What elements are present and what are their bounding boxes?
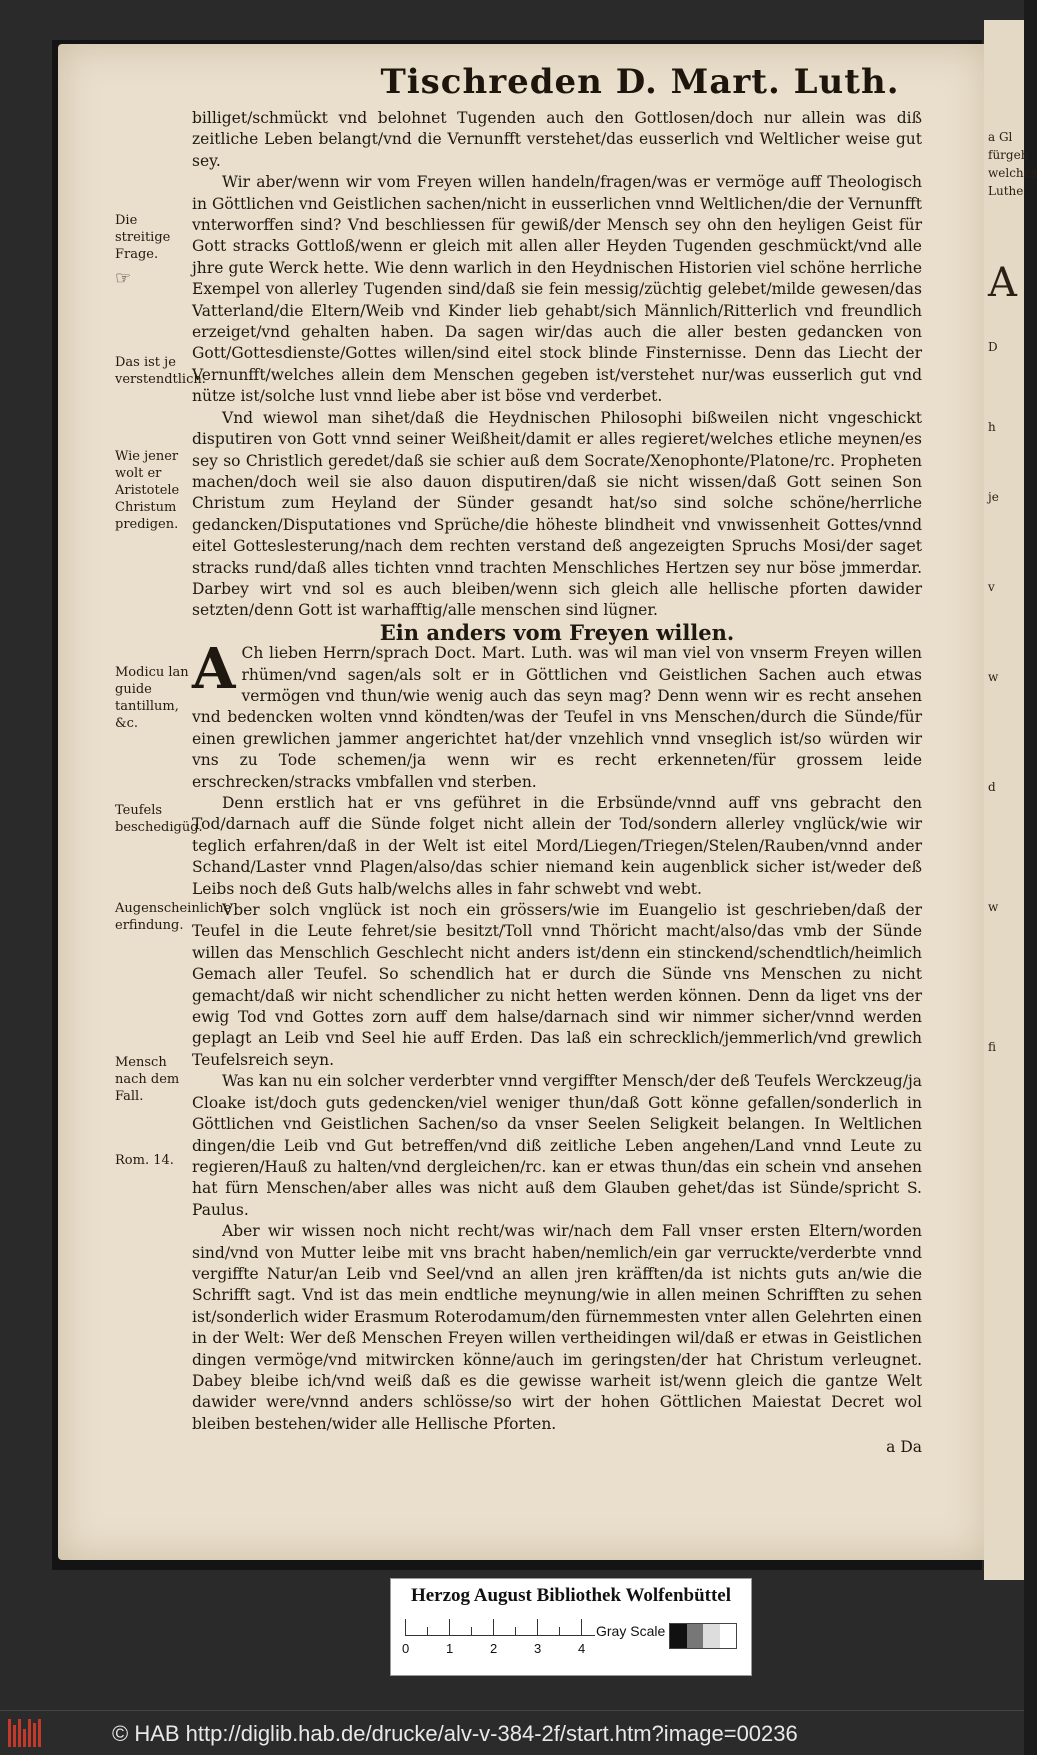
next-page-fragment: v	[988, 580, 995, 594]
next-page-fragment: D	[988, 340, 998, 354]
scale-number: 3	[534, 1641, 542, 1656]
scale-number: 1	[446, 1641, 454, 1656]
status-bar	[0, 1710, 1024, 1755]
adjacent-page-edge	[984, 20, 1037, 1580]
gray-scale-label: Gray Scale	[596, 1623, 666, 1639]
next-page-fragment: welches	[988, 166, 1037, 180]
catchword: a Da	[886, 1438, 922, 1457]
scale-number: 4	[578, 1641, 586, 1656]
scale-tick	[405, 1619, 406, 1635]
gray-swatch	[670, 1624, 687, 1648]
margin-note: Mensch nach dem Fall.	[115, 1055, 180, 1104]
paragraph: Was kan nu ein solcher verderbter vnnd vergiffter Mensch/der deß Teufels Werckzeug/ja Cloake ist/doch guts gedencken/viel weniger thun/daß Gott könne gefallen/sonderlich in Göttlichen vnd Geistlichen Sachen/so da vnser Seelen Seligkeit belangen. In Weltlichen dingen/die Leib vnd Gut betreffen/vnd diß zeitliche Leben angehen/Land vnnd Leute zu regieren/Hauß zu halten/vnd dergleichen/rc. kan er etwas thun/das ein schein vnd ansehen hat fürn Menschen/aber alles was nicht auß dem Glauben gehet/das ist Sünde/spricht S. Paulus.	[192, 1072, 922, 1219]
margin-note: Das ist je verstendtlich.	[115, 355, 206, 387]
library-name: Herzog August Bibliothek Wolfenbüttel	[410, 1585, 732, 1606]
margin-note: Rom. 14.	[115, 1153, 174, 1168]
next-page-fragment: fürgeh	[988, 148, 1029, 162]
scale-tick	[559, 1627, 560, 1635]
next-page-fragment: fi	[988, 1040, 997, 1054]
gray-swatch	[687, 1624, 704, 1648]
hab-logo-icon	[8, 1719, 48, 1747]
next-page-fragment: A	[988, 260, 1017, 306]
scale-number: 0	[402, 1641, 410, 1656]
scale-bar	[405, 1619, 595, 1636]
paragraph: Vnd wiewol man sihet/daß die Heydnischen Philosophi bißweilen nicht vngeschickt disputiren von Gott vnnd seiner Weißheit/damit er alles regieret/welches etliche meynen/es sey so Christlich geredet/daß sie schier auß dem Socrate/Xenophonte/Platone/rc. Propheten machen/doch weil sie also dauon disputiren/daß sie nicht wissen/daß Gott seinen Son Christum zum Heyland der Sünder gesandt hat/so sind solche schöne/herrliche gedancken/Disputationes vnd Sprüche/die höheste blindheit vnd vnwissenheit Gottes/vnnd eitel Gotteslesterung/nach dem rechten verstand deß angezeigten Spruchs Mosi/der saget stracks rund/daß alles tichten vnnd trachten Menschliches Hertzen sey nur böse jmmerdar. Darbey wirt vnd sol es auch bleiben/wenn sich gleich alle hellische pforten dawider setzten/denn Gott ist warhafftig/alle menschen sind lügner.	[192, 408, 922, 620]
margin-note: Die streitige Frage.	[115, 213, 171, 262]
next-page-fragment: Luthe	[988, 184, 1024, 198]
scale-number: 2	[490, 1641, 498, 1656]
gray-swatch	[703, 1624, 720, 1648]
running-head: Tischreden D. Mart. Luth.	[380, 62, 900, 102]
next-page-fragment: w	[988, 900, 999, 914]
paragraph: billiget/schmückt vnd belohnet Tugenden auch den Gottlosen/doch nur allein was diß zeitliche Leben belangt/vnd die Vernunfft verstehet/das eusserlich vnd Weltlicher weise gut sey.	[192, 109, 922, 170]
margin-note: Teufels beschedigüg.	[115, 803, 203, 835]
scale-tick	[449, 1619, 450, 1635]
margin-note: Augenscheinliche erfindung.	[115, 901, 232, 933]
source-url-link[interactable]: © HAB http://diglib.hab.de/drucke/alv-v-384-2f/start.htm?image=00236	[112, 1721, 798, 1746]
margin-note: Modicu lan guide tantillum, &c.	[115, 665, 189, 731]
drop-cap-initial: A	[192, 636, 236, 703]
scale-tick	[471, 1627, 472, 1635]
next-page-fragment: je	[988, 490, 999, 504]
next-page-fragment: d	[988, 780, 996, 794]
section-heading: Ein anders vom Freyen willen.	[379, 619, 735, 645]
next-page-fragment: w	[988, 670, 999, 684]
paragraph: Denn erstlich hat er vns geführet in die Erbsünde/vnnd auff vns gebracht den Tod/darnach auff die Sünde folget nicht allein der Tod/sondern allerley vnglück/wie wir teglich erfahren/daß in der Welt ist eitel Mord/Liegen/Triegen/Stelen/Rauben/vnnd ander Schand/Laster vnnd Plagen/also/das schier niemand kein augenblick sicher ist/weder deß Leibs noch deß Guts halb/welchs alles in fahr schwebt vnd webt.	[192, 794, 922, 898]
paragraph-with-initial	[192, 636, 922, 793]
paragraph: Vber solch vnglück ist noch ein grössers/wie im Euangelio ist geschrieben/daß der Teufel in die Leute fehret/sie besitzt/Toll vnnd Thöricht macht/also/das vmb der Sünde willen das Menschlich Geschlecht nicht anders ist/denn ein stinckend/schendtlich/heimlich Gemach aller Teufel. So schendlich hat er durch die Sünde vns Menschen zu nicht gemacht/daß wir nicht schendlicher zu nicht hetten werden können. Denn da liget vns der ewig Tod vnd Gottes zorn auff dem halse/darnach sind wir nimmer sicher/vnnd werden geplagt an Leib vnd Seel hie auff Erden. Das laß ein schrecklich/jemmerlich/vnd grewlich Teufelsreich seyn.	[192, 901, 922, 1069]
scale-tick	[515, 1627, 516, 1635]
next-page-fragment: h	[988, 420, 996, 434]
page-body-text	[192, 108, 922, 1459]
paragraph: Wir aber/wenn wir vom Freyen willen handeln/fragen/was er vermöge auff Theologisch in Göttlichen vnd Geistlichen sachen/nicht in eusserlichen vnnd Weltlichen/die der Vernunfft vnterworffen sind? Vnd beschliessen für gewiß/der Mensch sey ohn den heyligen Geist für Gott stracks Gottloß/wenn er gleich mit allen aller Heyden Tugenden geschmückt/vnd alle jhre gute Werck hette. Wie denn warlich in den Heydnischen Historien viel schöne herrliche Exempel von allerley Tugenden sind/daß sie fein messig/züchtig gelebet/milde gewesen/das Vatterland/die Eltern/Weib vnd Kinder lieb gehabt/sich Männlich/Ritterlich vnd freundlich erzeiget/vnd gehalten haben. Da sagen wir/das auch die aller besten gedancken von Gott/Gottesdienste/Gottes willen/sind eitel stock blinde Finsternisse. Denn das Liecht der Vernunfft/welches allein dem Menschen gegeben ist/verstehet nur/was eusserlich gut vnd nütze ist/solche lust vnnd liebe aber ist böse vnd verderbet.	[192, 173, 922, 406]
paragraph: Aber wir wissen noch nicht recht/was wir/nach dem Fall vnser ersten Eltern/worden sind/vnd von Mutter leibe mit vns bracht haben/nemlich/ein gar verruckte/verderbte vnnd vergiffte Natur/an Leib vnd Seel/vnd an allen jren kräfften/da ist nichts guts an/wie die Schrifft sagt. Vnd ist das mein endtliche meynung/wie in allen meinen Schrifften zu sehen ist/sonderlich wider Erasmum Roterodamum/den fürnemmesten vnter allen Gelehrten einen in der Welt: Wer deß Menschen Freyen willen vertheidingen wil/daß er etwas in Geistlichen dingen vermöge/vnd mitwircken könne/auch im geringsten/der hat Christum verleugnet. Dabey bleibe ich/vnd weiß daß es die gewisse warheit ist/wenn gleich die gantze Welt dawider were/vnnd anders schlösse/so wirt der hohen Göttlichen Maiestat Decret wol bleiben bestehen/wider alle Hellische Pforten.	[192, 1222, 922, 1433]
margin-note: Wie jener wolt er Aristotele Christum predigen.	[115, 449, 180, 532]
measurement-scale	[402, 1619, 595, 1659]
gray-swatch	[720, 1624, 737, 1648]
scale-tick	[581, 1619, 582, 1635]
gray-scale-swatches	[669, 1623, 737, 1649]
library-scale-card	[390, 1578, 752, 1676]
paragraph-text: Ch lieben Herrn/sprach Doct. Mart. Luth. was wil man viel von vnserm Freyen willen rhümen/vnd sagen/als solt er in Göttlichen vnd Geistlichen Sachen auch etwas vermögen vnd thun/wie wenig auch das seyn mag? Denn wenn wir es recht ansehen vnd bedencken wolten vnnd köndten/was der Teufel in vns Menschen/durch die Sünde/für einen grewlichen jammer angerichtet hat/der vnzehlich vnnd vnseglich ist/so würden wir vns zu Tode schemen/ja wenn wir es recht erkenneten/für grossem leide erschrecken/stracks vmbfallen vnd sterben.	[192, 644, 922, 791]
scale-tick	[537, 1619, 538, 1635]
scale-tick	[427, 1627, 428, 1635]
margin-note-hand-icon: ☞	[115, 268, 132, 289]
scale-tick	[493, 1619, 494, 1635]
next-page-fragment: a Gl	[988, 130, 1013, 144]
